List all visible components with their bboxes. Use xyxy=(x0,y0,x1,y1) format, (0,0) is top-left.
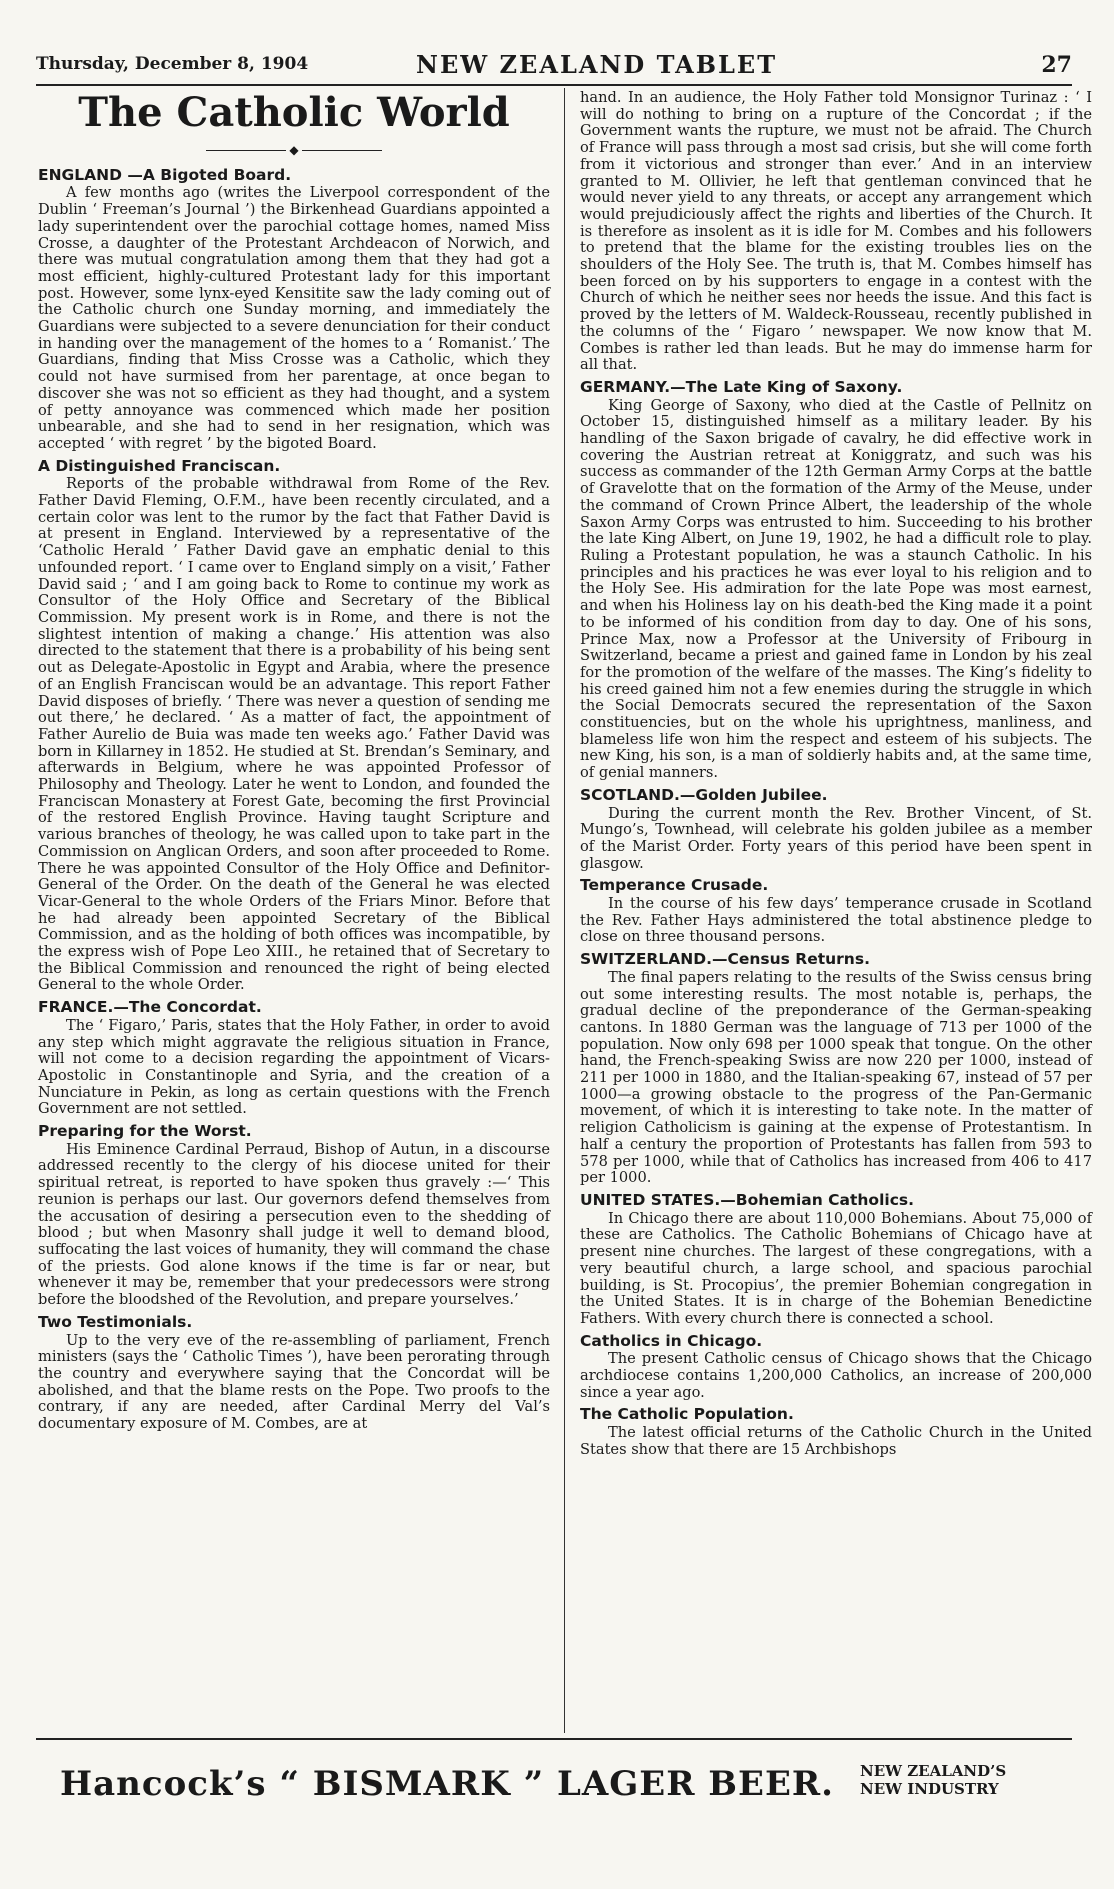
left-heading-1: A Distinguished Franciscan. xyxy=(38,456,281,475)
left-paragraph-0-0: A few months ago (writes the Liverpool correspondent of the Dublin ‘ Freeman’s Journal ’) the Birkenhead Guardians appointed a lady superintendent over the parochial cottage homes, named Miss Crosse, a daughter of the Protestant Archdeacon of Norwich, and there was mutual congratulation among them that they had got a most efficient, highly-cultured Protestant lady for this important post. However, some lynx-eyed Kensitite saw the lady coming out of the Catholic church one Sunday morning, and immediately the Guardians were subjected to a severe denunciation for their conduct in handing over the management of the homes to a ‘ Romanist.’ The Guardians, finding that Miss Crosse was a Catholic, which they could not have surmised from her parentage, at once began to discover she was not so efficient as they had thought, and a system of petty annoyance was commenced which made her position unbearable, and she had to send in her resignation, which was accepted ‘ with regret ’ by the bigoted Board. xyxy=(38,184,550,452)
right-paragraph-3-0: In the course of his few days’ temperance crusade in Scotland the Rev. Father Hays administered the total abstinence pledge to close on three thousand persons. xyxy=(580,895,1092,946)
left-heading-4: Two Testimonials. xyxy=(38,1312,193,1331)
right-heading-6: Catholics in Chicago. xyxy=(580,1331,763,1350)
issue-date: Thursday, December 8, 1904 xyxy=(36,54,309,74)
ad-tagline-line1: NEW ZEALAND’S xyxy=(860,1762,1007,1780)
right-heading-7: The Catholic Population. xyxy=(580,1405,794,1424)
right-heading-1: GERMANY.—The Late King of Saxony. xyxy=(580,377,903,396)
right-paragraph-0-0: hand. In an audience, the Holy Father told Monsignor Turinaz : ‘ I will do nothing to bring on a rupture of the Concordat ; if the Government wants the rupture, we must not be afraid. The Church of France will pass through a most sad crisis, but she will come forth from it victorious and stronger than ever.’ And in an interview granted to M. Ollivier, he left that gentleman convinced that he would never yield to any threats, or accept any arrangement which would prejudiciously affect the rights and liberties of the Church. It is therefore as insolent as it is idle for M. Combes and his followers to pretend that the blame for the existing troubles lies on the shoulders of the Holy See. The truth is, that M. Combes himself has been forced on by his supporters to engage in a contest with the Church of which he neither sees nor heeds the issue. And this fact is proved by the letters of M. Waldeck-Rousseau, recently published in the columns of the ‘ Figaro ’ newspaper. We now know that M. Combes is rather led than leads. But he may do immense harm for all that. xyxy=(580,89,1092,374)
ad-tagline-line2: NEW INDUSTRY xyxy=(860,1780,999,1798)
right-paragraph-5-0: In Chicago there are about 110,000 Bohemians. About 75,000 of these are Catholics. The Catholic Bohemians of Chicago have at present nine churches. The largest of these congregations, with a very beautiful church, a large school, and spacious parochial building, is St. Procopius’, the premier Bohemian congregation in the United States. It is in charge of the Bohemian Benedictine Fathers. With every church there is connected a school. xyxy=(580,1209,1092,1327)
right-paragraph-1-0: King George of Saxony, who died at the Castle of Pellnitz on October 15, distinguished himself as a military leader. By his handling of the Saxon brigade of cavalry, he did effective work in covering the Austrian retreat at Koniggratz, and such was his success as commander of the 12th German Army Corps at the battle of Gravelotte that on the formation of the Army of the Meuse, under the command of Crown Prince Albert, the leadership of the whole Saxon Army Corps was entrusted to him. Succeeding to his brother the late King Albert, on June 19, 1902, he had a difficult role to play. Ruling a Protestant population, he was a staunch Catholic. In his principles and his practices he was ever loyal to his religion and to the Holy See. His admiration for the late Pope was most earnest, and when his Holiness lay on his death-bed the King made it a point to be informed of his condition from day to day. One of his sons, Prince Max, now a Professor at the University of Fribourg in Switzerland, became a priest and gained fame in London by his zeal for the promotion of the welfare of the masses. The King’s fidelity to his creed gained him not a few enemies during the struggle in which the Social Democrats secured the representation of the Saxon constituencies, but on the whole his uprightness, manliness, and blameless life won him the respect and esteem of his subjects. The new King, his son, is a man of soldierly habits and, at the same time, of genial manners. xyxy=(580,396,1092,782)
left-paragraph-4-0: Up to the very eve of the re-assembling of parliament, French ministers (says the ‘ Catholic Times ’), have been perorating through the country and everywhere saying that the Concordat will be abolished, and that the blame rests on the Pope. Two proofs to the contrary, if any are needed, after Cardinal Merry del Val’s documentary exposure of M. Combes, are at xyxy=(38,1331,550,1433)
page-number: 27 xyxy=(1041,52,1072,78)
left-heading-0: ENGLAND —A Bigoted Board. xyxy=(38,165,292,184)
right-paragraph-2-0: During the current month the Rev. Brother Vincent, of St. Mungo’s, Townhead, will celebrate his golden jubilee as a member of the Marist Order. Forty years of this period have been spent in glasgow. xyxy=(580,804,1092,872)
section-title: The Catholic World xyxy=(78,89,510,136)
left-heading-3: Preparing for the Worst. xyxy=(38,1122,252,1141)
left-paragraph-3-0: His Eminence Cardinal Perraud, Bishop of Autun, in a discourse addressed recently to the clergy of his diocese united for their spiritual retreat, is reported to have spoken thus gravely :—‘ This reunion is perhaps our last. Our governors defend themselves from the accusation of desiring a persecution even to the shedding of blood ; but when Masonry shall judge it well to demand blood, suffocating the last voices of humanity, they will command the chase of the priests. God alone knows if the time is far or near, but whenever it may be, remember that your predecessors were strong before the bloodshed of the Revolution, and prepare yourselves.’ xyxy=(38,1140,550,1309)
ad-brand: Hancock’s “ BISMARK ” LAGER BEER. xyxy=(60,1764,834,1804)
right-heading-4: SWITZERLAND.—Census Returns. xyxy=(580,950,870,969)
right-heading-3: Temperance Crusade. xyxy=(580,876,769,895)
left-heading-2: FRANCE.—The Concordat. xyxy=(38,998,262,1017)
right-paragraph-4-0: The final papers relating to the results of the Swiss census bring out some interesting results. The most notable is, perhaps, the gradual decline of the preponderance of the German-speaking cantons. In 1880 German was the language of 713 per 1000 of the population. Now only 698 per 1000 speak that tongue. On the other hand, the French-speaking Swiss are now 220 per 1000, instead of 211 per 1000 in 1880, and the Italian-speaking 67, instead of 57 per 1000—a growing obstacle to the progress of the Pan-Germanic movement, of which it is interesting to take note. In the matter of religion Catholicism is gaining at the expense of Protestantism. In half a century the proportion of Protestants has fallen from 593 to 578 per 1000, while that of Catholics has increased from 406 to 417 per 1000. xyxy=(580,968,1092,1187)
right-column xyxy=(580,90,1092,1460)
left-column xyxy=(38,90,550,1434)
right-paragraph-7-0: The latest official returns of the Catholic Church in the United States show that there are 15 Archbishops xyxy=(580,1424,1092,1458)
advertisement-banner xyxy=(60,1752,1060,1822)
footer-rule xyxy=(36,1738,1072,1740)
header-rule xyxy=(36,84,1072,86)
masthead: NEW ZEALAND TABLET xyxy=(416,50,778,79)
right-heading-2: SCOTLAND.—Golden Jubilee. xyxy=(580,785,828,804)
ad-tagline xyxy=(860,1762,1006,1798)
right-paragraph-6-0: The present Catholic census of Chicago shows that the Chicago archdiocese contains 1,200,000 Catholics, an increase of 200,000 since a year ago. xyxy=(580,1350,1092,1401)
title-ornament: ◆ xyxy=(38,142,550,159)
right-heading-5: UNITED STATES.—Bohemian Catholics. xyxy=(580,1191,915,1209)
left-paragraph-2-0: The ‘ Figaro,’ Paris, states that the Holy Father, in order to avoid any step which might aggravate the religious situation in France, will not come to a decision regarding the appointment of Vicars-Apostolic in Constantinople and Syria, and the creation of a Nunciature in Pekin, as long as certain questions with the French Government are not settled. xyxy=(38,1016,550,1118)
left-paragraph-1-0: Reports of the probable withdrawal from Rome of the Rev. Father David Fleming, O.F.M., have been recently circulated, and a certain color was lent to the rumor by the fact that Father David is at present in England. Interviewed by a representative of the ‘Catholic Herald ’ Father David gave an emphatic denial to this unfounded report. ‘ I came over to England simply on a visit,’ Father David said ; ‘ and I am going back to Rome to continue my work as Consultor of the Holy Office and Secretary of the Biblical Commission. My present work is in Rome, and there is not the slightest intention of making a change.’ His attention was also directed to the statement that there is a probability of his being sent out as Delegate-Apostolic in Egypt and Arabia, where the presence of an English Franciscan would be an advantage. This report Father David disposes of briefly. ‘ There was never a question of sending me out there,’ he declared. ‘ As a matter of fact, the appointment of Father Aurelio de Buia was made ten weeks ago.’ Father David was born in Killarney in 1852. He studied at St. Brendan’s Seminary, and afterwards in Belgium, where he was appointed Professor of Philosophy and Theology. Later he went to London, and founded the Franciscan Monastery at Forest Gate, becoming the first Provincial of the restored English Province. Having taught Scripture and various branches of theology, he was called upon to take part in the Commission on Anglican Orders, and soon after proceeded to Rome. There he was appointed Consultor of the Holy Office and Definitor-General of the Order. On the death of the General he was elected Vicar-General to the whole Orders of the Friars Minor. Before that he had already been appointed Secretary of the Biblical Commission, and as the holding of both offices was incompatible, by the express wish of Pope Leo XIII., he retained that of Secretary to the Biblical Commission and renounced the right of being elected General to the whole Order. xyxy=(38,475,550,994)
page-header xyxy=(36,50,1072,86)
column-divider xyxy=(564,88,565,1733)
